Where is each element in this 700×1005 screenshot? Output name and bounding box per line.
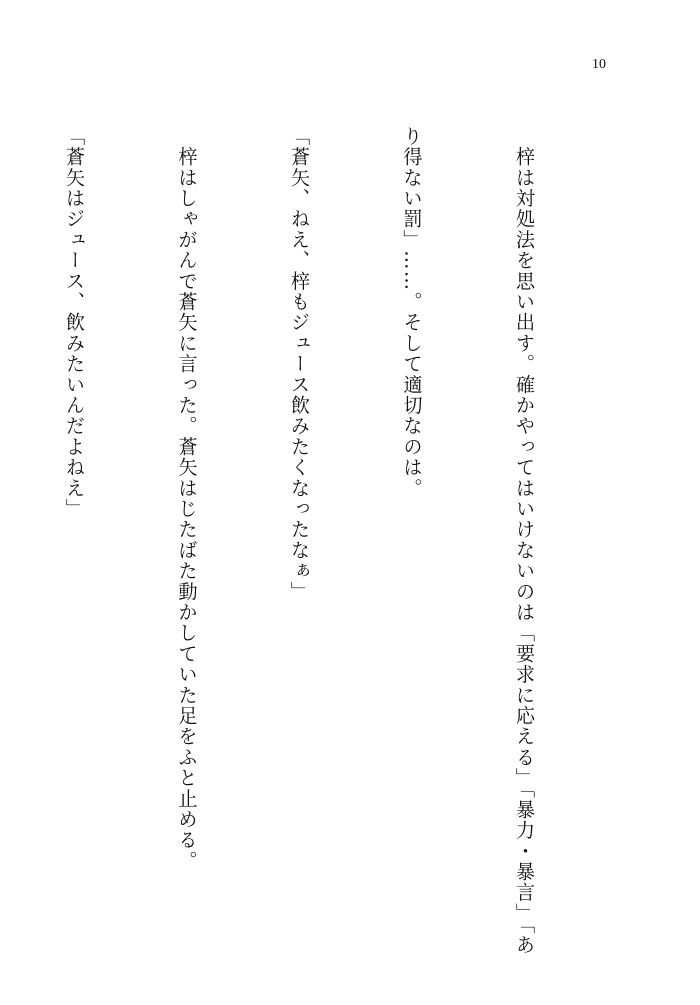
text-line: 「蒼矢、ねえ、梓もジュース飲みたくなったなぁ」 [288,126,311,603]
text-line: 梓はしゃがんで蒼矢に言った。蒼矢はじたばた動かしていた足をふと止める。 [175,126,199,872]
body-text [0,126,618,956]
text-line: 「蒼矢はジュース、飲みたいんだよねえ」 [63,126,86,520]
page-number: 10 [592,57,606,72]
text-line: り得ない罰」……。そして適切なのは。 [400,126,424,499]
text-line: 梓は対処法を思い出す。確かやってはいけないのは「要求に応える」「暴力・暴言」「あ [513,126,536,956]
